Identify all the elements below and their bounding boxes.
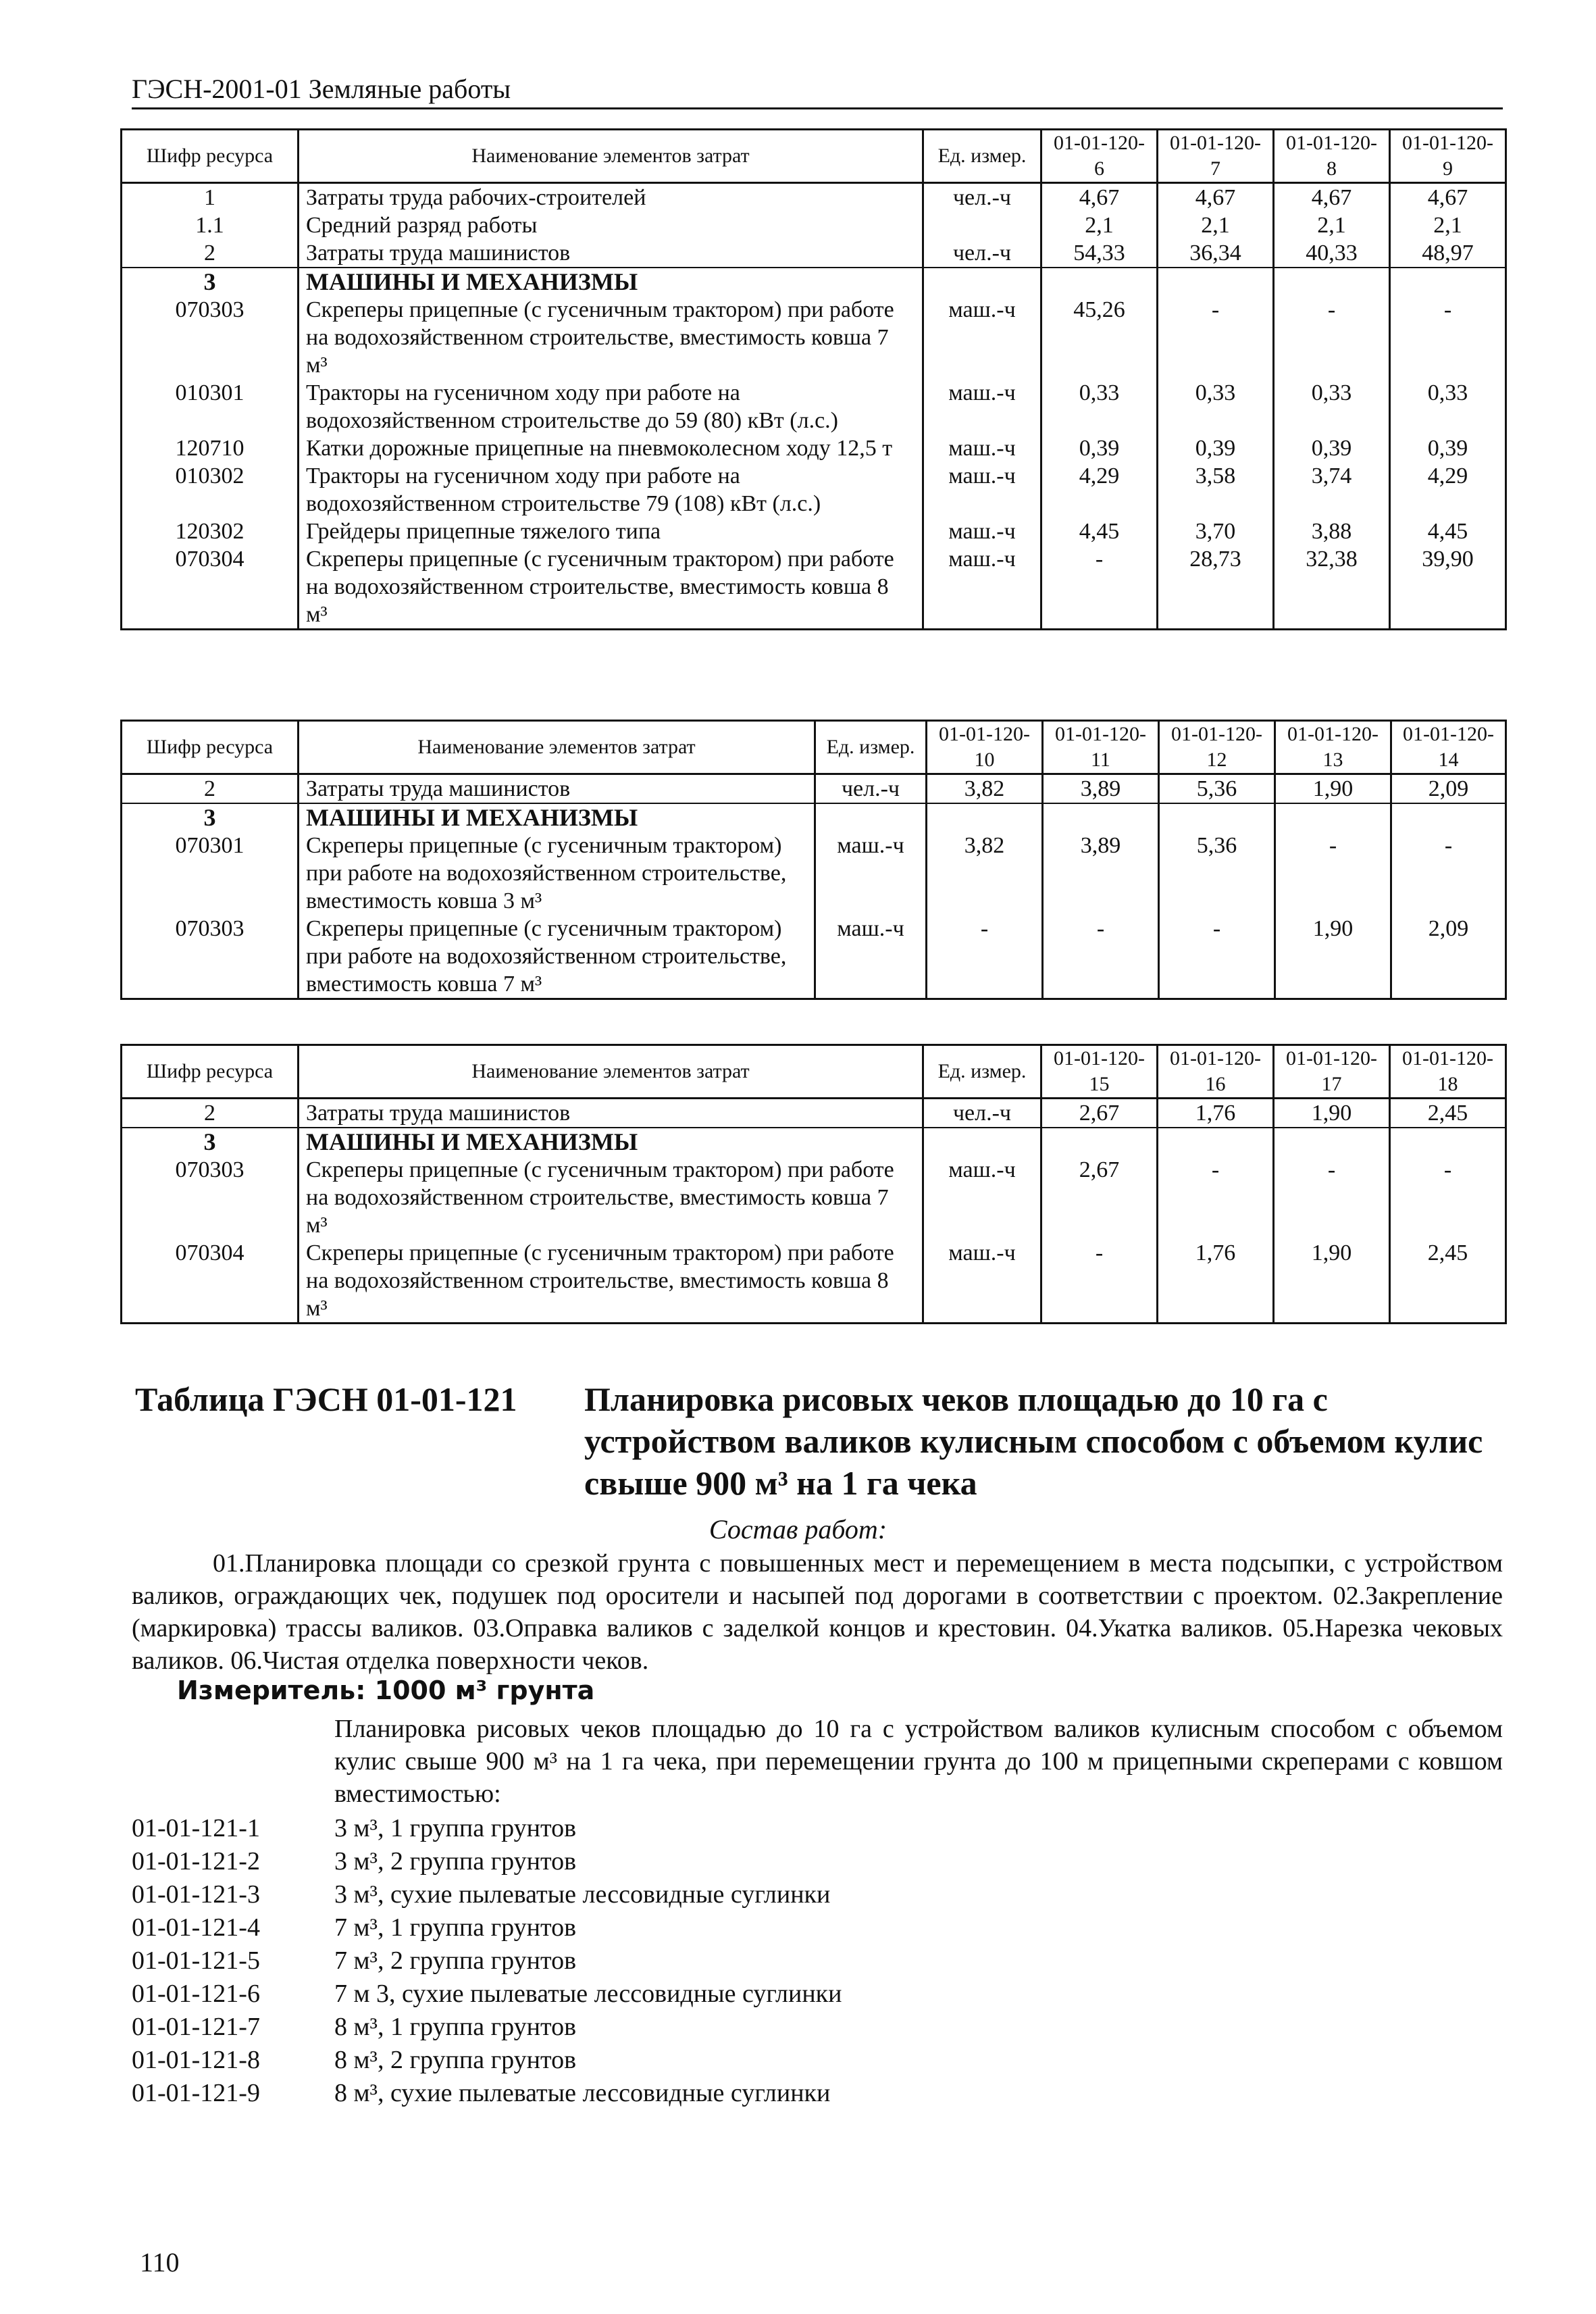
value-cell: 3,88	[1274, 518, 1390, 545]
resource-name: Скреперы прицепные (с гусеничным трактором) при работе на водохозяйственном строительстве, вместимость ковша 8 м³	[299, 1239, 923, 1324]
resource-code: 010301	[122, 379, 299, 434]
table-row	[122, 1128, 1506, 1156]
list-item	[132, 1812, 842, 1845]
unit-cell	[923, 268, 1041, 296]
col-header: 01-01-120-10	[927, 721, 1043, 774]
unit-cell: маш.-ч	[923, 545, 1041, 630]
value-cell: 1,90	[1274, 1099, 1390, 1128]
value-cell: 4,45	[1390, 518, 1506, 545]
resource-code: 3	[122, 268, 299, 296]
resource-name: Скреперы прицепные (с гусеничным трактором) при работе на водохозяйственном строительстве, вместимость ковша 7 м³	[299, 915, 815, 999]
table-row	[122, 518, 1506, 545]
col-header: 01-01-120-6	[1041, 130, 1158, 183]
unit-cell: маш.-ч	[923, 434, 1041, 462]
table-row	[122, 211, 1506, 239]
norm-code: 01-01-121-8	[132, 2046, 260, 2074]
unit-cell: маш.-ч	[923, 379, 1041, 434]
list-item	[132, 2077, 842, 2110]
col-header: 01-01-120-14	[1391, 721, 1506, 774]
col-header: Ед. измер.	[815, 721, 927, 774]
value-cell: 40,33	[1274, 239, 1390, 268]
value-cell: -	[1158, 296, 1274, 379]
resource-table-3	[120, 1044, 1507, 1324]
value-cell: 4,67	[1274, 183, 1390, 212]
resource-name: МАШИНЫ И МЕХАНИЗМЫ	[299, 803, 815, 832]
work-composition-label: Состав работ:	[709, 1514, 887, 1544]
col-header: Шифр ресурса	[122, 721, 299, 774]
value-cell: 0,39	[1158, 434, 1274, 462]
value-cell: 2,09	[1391, 774, 1506, 804]
norm-code: 01-01-121-6	[132, 1980, 260, 2008]
resource-name: Затраты труда рабочих-строителей	[299, 183, 923, 212]
value-cell: 32,38	[1274, 545, 1390, 630]
work-composition-text: 01.Планировка площади со срезкой грунта с повышенных мест и перемещением в места подсыпки, с устройством валиков, ограждающих чек, подушек под оросители и насыпей под дорогами в соответствии с проектом. 02.Закрепление (маркировка) трассы валиков. 03.Оправка валиков с заделкой концов и крестовин. 04.Укатка валиков. 05.Нарезка чековых валиков. 06.Чистая отделка поверхности чеков.	[132, 1549, 1503, 1675]
resource-code: 2	[122, 1099, 299, 1128]
col-header: 01-01-120-7	[1158, 130, 1274, 183]
norm-code: 01-01-121-7	[132, 2013, 260, 2041]
resource-name: Скреперы прицепные (с гусеничным трактором) при работе на водохозяйственном строительстве, вместимость ковша 7 м³	[299, 1156, 923, 1239]
value-cell: 3,82	[927, 774, 1043, 804]
col-header: Ед. измер.	[923, 1045, 1041, 1099]
value-cell: 2,67	[1041, 1099, 1158, 1128]
resource-table-1	[120, 128, 1507, 630]
norm-code: 01-01-121-5	[132, 1946, 260, 1975]
value-cell: 48,97	[1390, 239, 1506, 268]
value-cell: 1,90	[1274, 1239, 1390, 1324]
value-cell: -	[1274, 296, 1390, 379]
unit-cell: маш.-ч	[923, 1156, 1041, 1239]
list-item	[132, 1944, 842, 1978]
norm-text: 7 м³, 2 группа грунтов	[334, 1946, 577, 1975]
norm-text: 8 м³, сухие пылеватые лессовидные суглинки	[334, 2079, 831, 2107]
value-cell: -	[1274, 1156, 1390, 1239]
value-cell: 3,89	[1043, 832, 1159, 915]
value-cell: 3,89	[1043, 774, 1159, 804]
value-cell: -	[1041, 545, 1158, 630]
value-cell: -	[1275, 832, 1391, 915]
value-cell	[1041, 1128, 1158, 1156]
unit-cell: чел.-ч	[923, 1099, 1041, 1128]
resource-code: 070304	[122, 545, 299, 630]
col-header: Шифр ресурса	[122, 130, 299, 183]
norm-text: 3 м³, 2 группа грунтов	[334, 1847, 577, 1876]
col-header: 01-01-120-17	[1274, 1045, 1390, 1099]
value-cell: 5,36	[1159, 832, 1275, 915]
resource-name: Скреперы прицепные (с гусеничным трактором) при работе на водохозяйственном строительстве, вместимость ковша 3 м³	[299, 832, 815, 915]
table-label: Таблица ГЭСН 01-01-121	[135, 1380, 517, 1418]
value-cell: 4,29	[1390, 462, 1506, 518]
table-row	[122, 434, 1506, 462]
norm-code: 01-01-121-4	[132, 1913, 260, 1942]
value-cell: 1,90	[1275, 915, 1391, 999]
unit-cell	[815, 803, 927, 832]
list-item	[132, 1911, 842, 1944]
value-cell: -	[1158, 1156, 1274, 1239]
col-header: 01-01-120-8	[1274, 130, 1390, 183]
value-cell: 5,36	[1159, 774, 1275, 804]
table-row	[122, 239, 1506, 268]
norm-code: 01-01-121-1	[132, 1814, 260, 1842]
value-cell	[1041, 268, 1158, 296]
value-cell	[1391, 803, 1506, 832]
value-cell: 0,33	[1158, 379, 1274, 434]
resource-name: Затраты труда машинистов	[299, 1099, 923, 1128]
value-cell: 4,29	[1041, 462, 1158, 518]
value-cell	[1390, 268, 1506, 296]
col-header: 01-01-120-13	[1275, 721, 1391, 774]
value-cell: -	[927, 915, 1043, 999]
norm-text: 3 м³, сухие пылеватые лессовидные суглинки	[334, 1880, 831, 1909]
resource-code: 070304	[122, 1239, 299, 1324]
resource-code: 120302	[122, 518, 299, 545]
value-cell: 0,33	[1274, 379, 1390, 434]
col-header: Наименование элементов затрат	[299, 1045, 923, 1099]
norm-code: 01-01-121-3	[132, 1880, 260, 1909]
value-cell: 28,73	[1158, 545, 1274, 630]
page-number: 110	[140, 2247, 180, 2278]
value-cell: 2,45	[1390, 1099, 1506, 1128]
norm-description: Планировка рисовых чеков площадью до 10 га с устройством валиков кулисным способом с объемом кулис свыше 900 м³ на 1 га чека, при перемещении грунта до 100 м прицепными скреперами с ковшом вместимостью:	[334, 1715, 1503, 1808]
resource-name: Затраты труда машинистов	[299, 239, 923, 268]
value-cell: 1,90	[1275, 774, 1391, 804]
resource-name: Скреперы прицепные (с гусеничным трактором) при работе на водохозяйственном строительстве, вместимость ковша 7 м³	[299, 296, 923, 379]
resource-name: Средний разряд работы	[299, 211, 923, 239]
resource-name: Катки дорожные прицепные на пневмоколесном ходу 12,5 т	[299, 434, 923, 462]
value-cell	[1274, 268, 1390, 296]
value-cell: 3,70	[1158, 518, 1274, 545]
table-header	[122, 721, 1506, 774]
unit-cell: маш.-ч	[923, 518, 1041, 545]
unit-cell: маш.-ч	[923, 1239, 1041, 1324]
value-cell	[1275, 803, 1391, 832]
col-header: Наименование элементов затрат	[299, 721, 815, 774]
list-item	[132, 2011, 842, 2044]
resource-code: 010302	[122, 462, 299, 518]
col-header: Ед. измер.	[923, 130, 1041, 183]
value-cell: 39,90	[1390, 545, 1506, 630]
norm-code: 01-01-121-9	[132, 2079, 260, 2107]
value-cell: 45,26	[1041, 296, 1158, 379]
resource-code: 070303	[122, 1156, 299, 1239]
value-cell: 1,76	[1158, 1239, 1274, 1324]
value-cell	[927, 803, 1043, 832]
col-header: 01-01-120-11	[1043, 721, 1159, 774]
resource-code: 1	[122, 183, 299, 212]
value-cell: 2,1	[1390, 211, 1506, 239]
unit-cell: чел.-ч	[815, 774, 927, 804]
resource-code: 2	[122, 239, 299, 268]
unit-cell	[923, 1128, 1041, 1156]
resource-code: 070303	[122, 915, 299, 999]
table-row	[122, 183, 1506, 212]
value-cell: 54,33	[1041, 239, 1158, 268]
value-cell: 4,67	[1041, 183, 1158, 212]
value-cell: 2,45	[1390, 1239, 1506, 1324]
resource-code: 3	[122, 1128, 299, 1156]
value-cell: 2,09	[1391, 915, 1506, 999]
value-cell	[1158, 1128, 1274, 1156]
list-item	[132, 1978, 842, 2011]
norm-text: 7 м 3, сухие пылеватые лессовидные суглинки	[334, 1980, 842, 2008]
norm-code: 01-01-121-2	[132, 1847, 260, 1876]
value-cell: 0,33	[1390, 379, 1506, 434]
value-cell	[1159, 803, 1275, 832]
table-row	[122, 1156, 1506, 1239]
resource-table-2	[120, 720, 1507, 1000]
value-cell: 4,67	[1390, 183, 1506, 212]
value-cell	[1158, 268, 1274, 296]
value-cell: 2,1	[1274, 211, 1390, 239]
value-cell: 1,76	[1158, 1099, 1274, 1128]
norm-text: 3 м³, 1 группа грунтов	[334, 1814, 577, 1842]
resource-name: Затраты труда машинистов	[299, 774, 815, 804]
value-cell: 36,34	[1158, 239, 1274, 268]
table-row	[122, 832, 1506, 915]
page-header: ГЭСН-2001-01 Земляные работы	[132, 73, 1503, 109]
table-row	[122, 803, 1506, 832]
measure-unit: Измеритель: 1000 м³ грунта	[177, 1676, 595, 1705]
list-item	[132, 2044, 842, 2077]
value-cell	[1274, 1128, 1390, 1156]
resource-name: МАШИНЫ И МЕХАНИЗМЫ	[299, 1128, 923, 1156]
unit-cell: чел.-ч	[923, 239, 1041, 268]
norm-text: 7 м³, 1 группа грунтов	[334, 1913, 577, 1942]
norm-text: 8 м³, 1 группа грунтов	[334, 2013, 577, 2041]
value-cell: 3,58	[1158, 462, 1274, 518]
value-cell: 2,1	[1041, 211, 1158, 239]
value-cell: 4,45	[1041, 518, 1158, 545]
col-header: Наименование элементов затрат	[299, 130, 923, 183]
value-cell: 0,39	[1041, 434, 1158, 462]
value-cell: -	[1041, 1239, 1158, 1324]
value-cell: -	[1390, 1156, 1506, 1239]
resource-name: Грейдеры прицепные тяжелого типа	[299, 518, 923, 545]
col-header: 01-01-120-16	[1158, 1045, 1274, 1099]
value-cell: 2,67	[1041, 1156, 1158, 1239]
value-cell: 3,74	[1274, 462, 1390, 518]
value-cell: 0,39	[1274, 434, 1390, 462]
value-cell: 2,1	[1158, 211, 1274, 239]
table-row	[122, 268, 1506, 296]
value-cell: 0,33	[1041, 379, 1158, 434]
list-item	[132, 1878, 842, 1911]
value-cell: -	[1159, 915, 1275, 999]
table-row	[122, 545, 1506, 630]
table-title: Планировка рисовых чеков площадью до 10 га с устройством валиков кулисным способом с объемом кулис свыше 900 м³ на 1 га чека	[584, 1380, 1483, 1502]
table-row	[122, 915, 1506, 999]
unit-cell: чел.-ч	[923, 183, 1041, 212]
value-cell: -	[1391, 832, 1506, 915]
resource-name: Тракторы на гусеничном ходу при работе на водохозяйственном строительстве до 59 (80) кВт (л.с.)	[299, 379, 923, 434]
resource-code: 2	[122, 774, 299, 804]
resource-code: 070301	[122, 832, 299, 915]
table-row	[122, 296, 1506, 379]
unit-cell	[923, 211, 1041, 239]
col-header: 01-01-120-18	[1390, 1045, 1506, 1099]
resource-name: Скреперы прицепные (с гусеничным трактором) при работе на водохозяйственном строительстве, вместимость ковша 8 м³	[299, 545, 923, 630]
value-cell: 4,67	[1158, 183, 1274, 212]
col-header: 01-01-120-15	[1041, 1045, 1158, 1099]
list-item	[132, 1845, 842, 1878]
value-cell: 3,82	[927, 832, 1043, 915]
table-row	[122, 1099, 1506, 1128]
resource-name: Тракторы на гусеничном ходу при работе на водохозяйственном строительстве 79 (108) кВт (л.с.)	[299, 462, 923, 518]
table-header	[122, 130, 1506, 183]
norm-list	[132, 1812, 842, 2110]
resource-code: 1.1	[122, 211, 299, 239]
value-cell	[1390, 1128, 1506, 1156]
table-row	[122, 774, 1506, 804]
col-header: 01-01-120-9	[1390, 130, 1506, 183]
unit-cell: маш.-ч	[815, 832, 927, 915]
col-header: 01-01-120-12	[1159, 721, 1275, 774]
table-header	[122, 1045, 1506, 1099]
table-row	[122, 379, 1506, 434]
resource-code: 3	[122, 803, 299, 832]
table-row	[122, 462, 1506, 518]
value-cell: 0,39	[1390, 434, 1506, 462]
resource-code: 120710	[122, 434, 299, 462]
table-row	[122, 1239, 1506, 1324]
norm-text: 8 м³, 2 группа грунтов	[334, 2046, 577, 2074]
resource-name: МАШИНЫ И МЕХАНИЗМЫ	[299, 268, 923, 296]
value-cell	[1043, 803, 1159, 832]
unit-cell: маш.-ч	[923, 462, 1041, 518]
unit-cell: маш.-ч	[923, 296, 1041, 379]
value-cell: -	[1390, 296, 1506, 379]
unit-cell: маш.-ч	[815, 915, 927, 999]
col-header: Шифр ресурса	[122, 1045, 299, 1099]
resource-code: 070303	[122, 296, 299, 379]
value-cell: -	[1043, 915, 1159, 999]
